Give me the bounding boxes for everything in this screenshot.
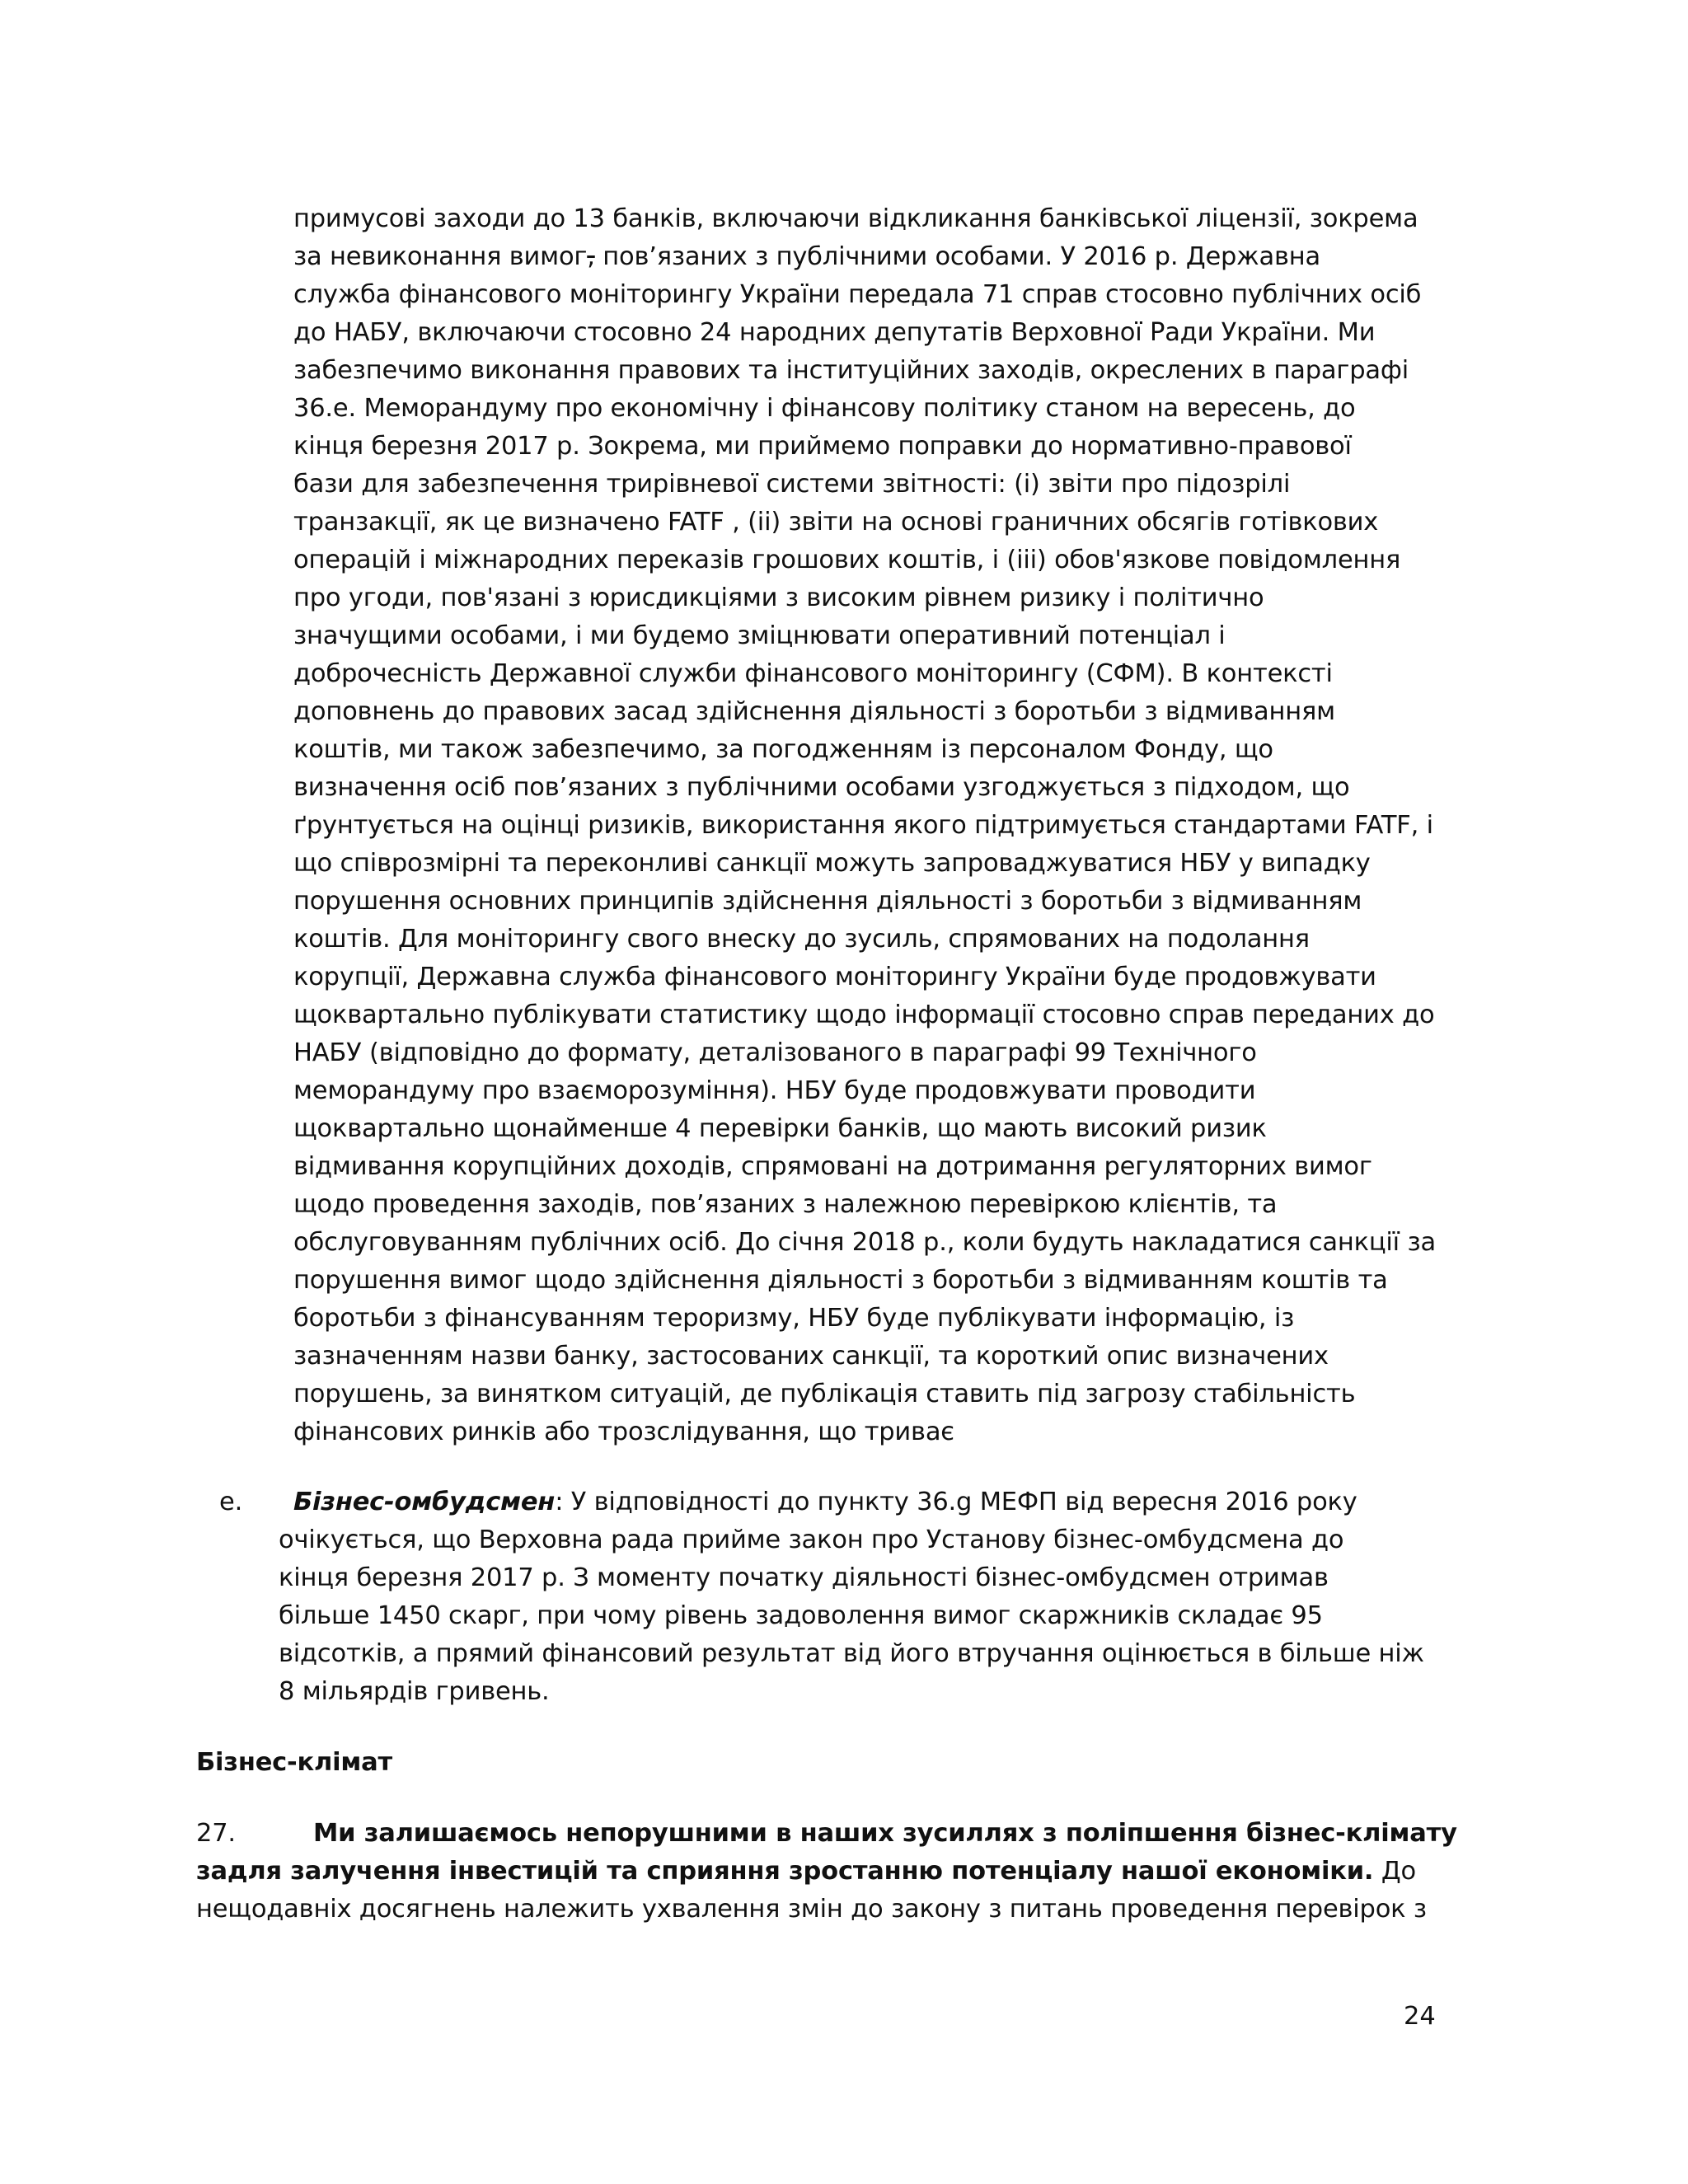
text-line-bold: Ми залишаємось непорушними в наших зусиллях з поліпшення бізнес-клімату	[313, 1819, 1457, 1848]
text-line: меморандуму про взаєморозуміння). НБУ буде продовжувати проводити	[293, 1076, 1256, 1105]
text-line: обслуговуванням публічних осіб. До січня 2018 р., коли будуть накладатися санкції за	[293, 1228, 1436, 1257]
text-line: щодо проведення заходів, пов’язаних з належною перевіркою клієнтів, та	[293, 1190, 1278, 1219]
text-line: доброчесність Державної служби фінансового моніторингу (СФМ). В контексті	[293, 659, 1333, 688]
text-line	[293, 1483, 1357, 1521]
text-line: щоквартально публікувати статистику щодо інформації стосовно справ переданих до	[293, 1001, 1435, 1029]
text-span: за невиконання вимог	[293, 242, 588, 271]
text-line: кінця березня 2017 р. З моменту початку діяльності бізнес-омбудсмен отримав	[279, 1563, 1329, 1592]
text-line: щоквартально щонайменше 4 перевірки банків, що мають високий ризик	[293, 1114, 1267, 1143]
text-line: більше 1450 скарг, при чому рівень задоволення вимог скаржників складає 95	[279, 1601, 1323, 1630]
text-line: порушень, за винятком ситуацій, де публікація ставить під загрозу стабільність	[293, 1380, 1356, 1408]
text-span: До	[1373, 1857, 1416, 1886]
text-line: 8 мільярдів гривень.	[279, 1677, 550, 1706]
text-span: пов’язаних з публічними особами. У 2016 р. Державна	[594, 242, 1320, 271]
list-marker: e.	[219, 1488, 243, 1516]
text-line: бази для забезпечення трирівневої системи звітності: (i) звіти про підозрілі	[293, 470, 1291, 499]
text-line: корупції, Державна служба фінансового моніторингу України буде продовжувати	[293, 963, 1376, 991]
text-line: операцій і міжнародних переказів грошових коштів, і (iii) обов'язкове повідомлення	[293, 546, 1401, 574]
text-line: кінця березня 2017 р. Зокрема, ми приймемо поправки до нормативно-правової	[293, 432, 1352, 461]
text-line: 36.е. Меморандуму про економічну і фінансову політику станом на вересень, до	[293, 394, 1356, 423]
text-line: коштів, ми також забезпечимо, за погодженням із персоналом Фонду, що	[293, 735, 1273, 764]
text-line: очікується, що Верховна рада прийме закон про Установу бізнес-омбудсмена до	[279, 1526, 1344, 1554]
text-line: визначення осіб пов’язаних з публічними особами узгоджується з підходом, що	[293, 773, 1350, 802]
item-title: Бізнес-омбудсмен	[293, 1488, 556, 1516]
text-line: порушення вимог щодо здійснення діяльності з боротьби з відмиванням коштів та	[293, 1266, 1388, 1295]
text-line: примусові заходи до 13 банків, включаючи відкликання банківської ліцензії, зокрема	[293, 204, 1418, 233]
struck-comma: ,	[587, 242, 595, 271]
text-line: що співрозмірні та переконливі санкції можуть запроваджуватися НБУ у випадку	[293, 849, 1371, 878]
text-line: боротьби з фінансуванням тероризму, НБУ буде публікувати інформацію, із	[293, 1304, 1295, 1333]
text-span-bold: задля залучення інвестицій та сприяння зростанню потенціалу нашої економіки.	[196, 1857, 1374, 1886]
text-line: НАБУ (відповідно до формату, деталізованого в параграфі 99 Технічного	[293, 1038, 1257, 1067]
text-line: нещодавніх досягнень належить ухвалення змін до закону з питань проведення перевірок з	[196, 1895, 1427, 1924]
text-line: ґрунтується на оцінці ризиків, використання якого підтримується стандартами FATF, і	[293, 811, 1433, 840]
text-line	[293, 238, 1320, 276]
text-line: значущими особами, і ми будемо зміцнювати оперативний потенціал і	[293, 621, 1226, 650]
text-line: про угоди, пов'язані з юрисдикціями з високим рівнем ризику і політично	[293, 583, 1264, 612]
page-number: 24	[1404, 2002, 1436, 2031]
text-line: фінансових ринків або трозслідування, що триває	[293, 1418, 954, 1446]
text-span: : У відповідності до пункту 36.g МЕФП від вересня 2016 року	[555, 1488, 1357, 1516]
text-line: відсотків, а прямий фінансовий результат від його втручання оцінюється в більше ніж	[279, 1639, 1424, 1668]
text-line: зазначенням назви банку, застосованих санкції, та короткий опис визначених	[293, 1342, 1329, 1371]
text-line: служба фінансового моніторингу України передала 71 справ стосовно публічних осіб	[293, 280, 1422, 309]
text-line: доповнень до правових засад здійснення діяльності з боротьби з відмиванням	[293, 697, 1335, 726]
text-line: забезпечимо виконання правових та інституційних заходів, окреслених в параграфі	[293, 356, 1409, 385]
section-heading: Бізнес-клімат	[196, 1748, 393, 1777]
text-line: до НАБУ, включаючи стосовно 24 народних депутатів Верховної Ради України. Ми	[293, 318, 1376, 347]
paragraph-number: 27.	[196, 1819, 236, 1848]
text-line	[196, 1853, 1416, 1891]
text-line: коштів. Для моніторингу свого внеску до зусиль, спрямованих на подолання	[293, 925, 1310, 954]
text-line: відмивання корупційних доходів, спрямовані на дотримання регуляторних вимог	[293, 1152, 1372, 1181]
text-line: порушення основних принципів здійснення діяльності з боротьби з відмиванням	[293, 887, 1362, 916]
text-line: транзакції, як це визначено FATF , (ii) звіти на основі граничних обсягів готівкових	[293, 508, 1379, 537]
